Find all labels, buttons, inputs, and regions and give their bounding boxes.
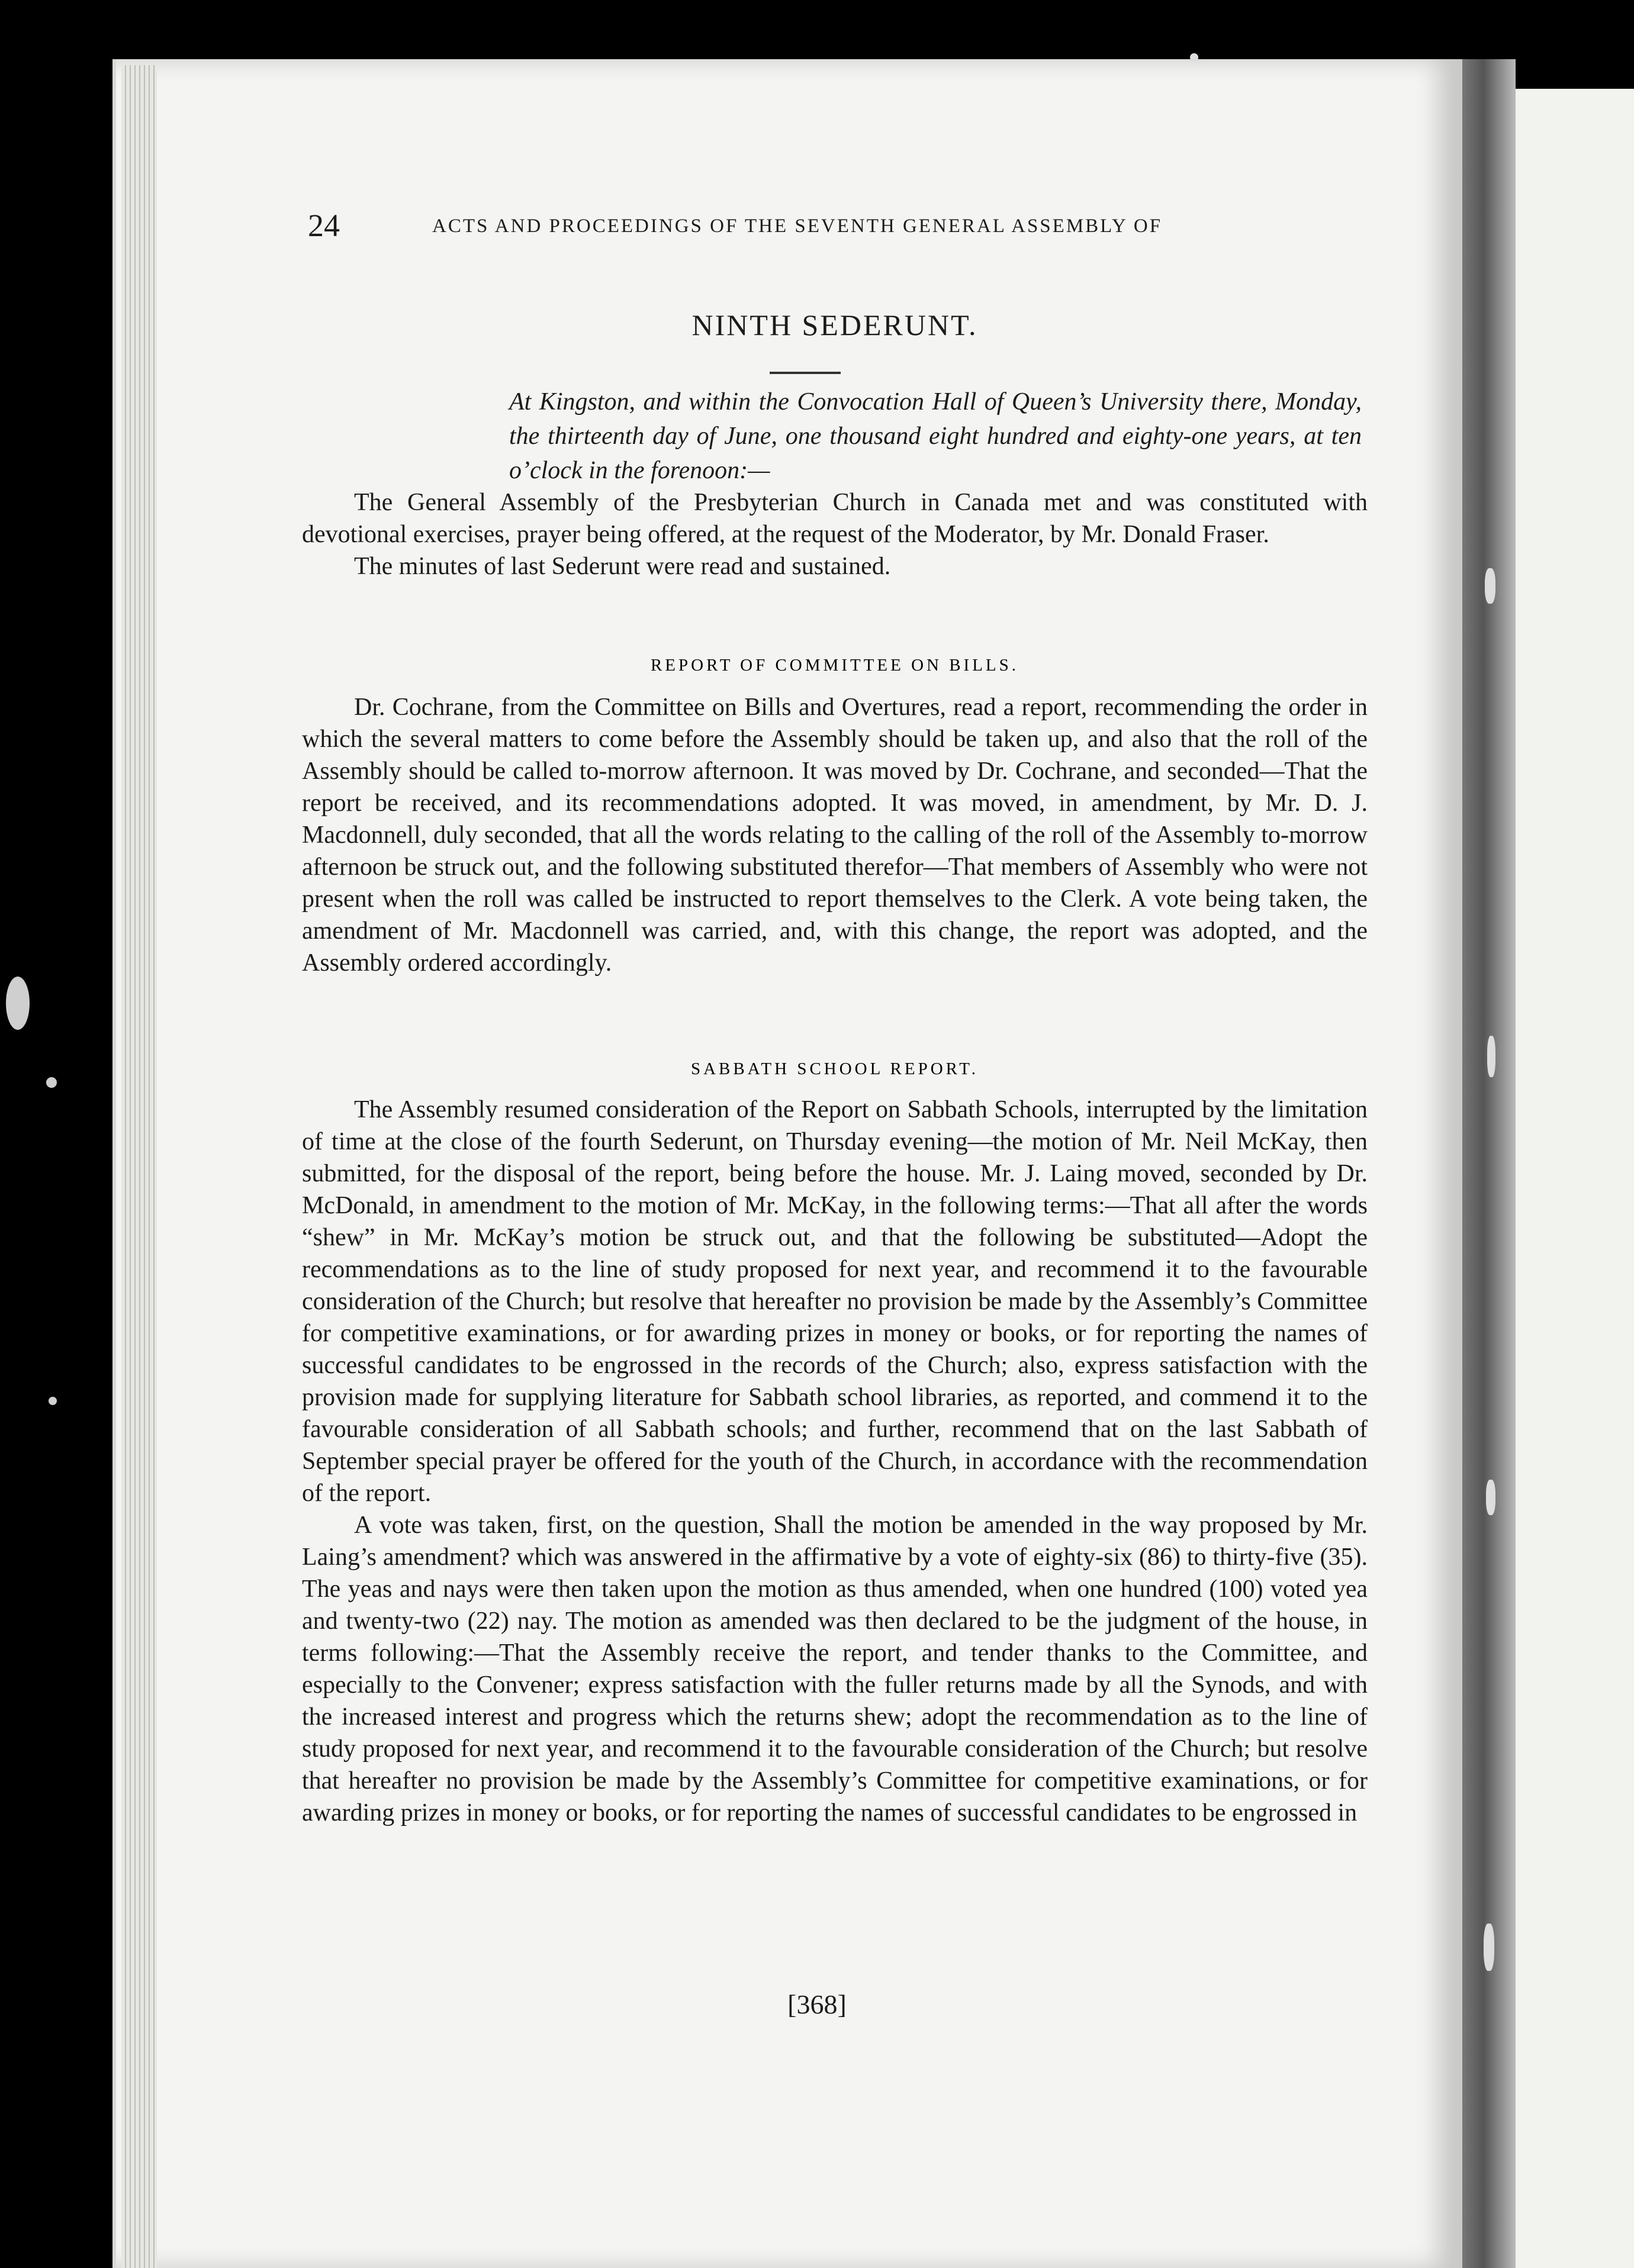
sabbath-paragraph-2: A vote was taken, first, on the question, Shall the motion be amended in the way proposed by Mr. Laing’s amendment? which was answered in the affirmative by a vote of eighty-six (86) to thirty-five (35). The yeas and nays were then taken upon the motion as thus amended, when one hundred (100) voted yea and twenty-two (22) nay. The motion as amended was then declared to be the judgment of the house, in terms following:—That the Assembly receive the report, and tender thanks to the Committee, and especially to the Convener; express satisfaction with the fuller returns made by all the Synods, and with the increased interest and progress which the returns shew; adopt the recommendation as to the line of study proposed for next year, and recommend it to the favourable consideration of the Church; but resolve that hereafter no provision be made by the Assembly’s Committee for competitive examinations, or for awarding prizes in money or books, or for reporting the names of successful candidates to be engrossed in <box>302 1512 1368 1826</box>
sederunt-title: NINTH SEDERUNT. <box>691 308 978 342</box>
page-header <box>308 207 1385 254</box>
opening-paragraph: The General Assembly of the Presbyterian Church in Canada met and was constituted with devotional exercises, prayer being offered, at the request of the Moderator, by Mr. Donald Fraser. <box>302 489 1368 548</box>
bills-paragraph: Dr. Cochrane, from the Committee on Bills and Overtures, read a report, recommending the order in which the several matters to come before the Assembly should be taken up, and also that the roll of the Assembly should be called to-morrow afternoon. It was moved by Dr. Cochrane, and seconded—That the report be received, and its recommendations adopted. It was moved, in amendment, by Mr. D. J. Macdonnell, duly seconded, that all the words relating to the calling of the roll of the Assembly to-morrow afternoon be struck out, and the following substituted therefor—That members of Assembly who were not present when the roll was called be instructed to report themselves to the Clerk. A vote being taken, the amendment of Mr. Macdonnell was carried, and, with this change, the report was adopted, and the Assembly ordered accordingly. <box>302 694 1368 977</box>
section-heading-bills: REPORT OF COMMITTEE ON BILLS. <box>650 656 1019 675</box>
title-rule <box>770 372 841 374</box>
opening-section <box>302 487 1368 582</box>
section-heading-sabbath: SABBATH SCHOOL REPORT. <box>690 1059 979 1078</box>
minutes-paragraph: The minutes of last Sederunt were read and sustained. <box>354 553 891 580</box>
book-gutter <box>1462 59 1516 2268</box>
running-head: ACTS AND PROCEEDINGS OF THE SEVENTH GENERAL ASSEMBLY OF <box>432 215 1163 237</box>
right-page <box>1516 89 1634 2268</box>
page-edge-stack <box>121 65 157 2268</box>
sabbath-section <box>302 1094 1368 1829</box>
sabbath-paragraph-1: The Assembly resumed consideration of the Report on Sabbath Schools, interrupted by the limitation of time at the close of the fourth Sederunt, on Thursday evening—the motion of Mr. Neil McKay, then submitted, for the disposal of the report, being before the house. Mr. J. Laing moved, seconded by Dr. McDonald, in amendment to the motion of Mr. McKay, in the following terms:—That all after the words “shew” in Mr. McKay’s motion be struck out, and that the following be substituted—Adopt the recommendations as to the line of study proposed for next year, and recommend it to the favourable consideration of the Church; but resolve that hereafter no provision be made by the Assembly’s Committee for competitive examinations, or for awarding prizes in money or books, or for reporting the names of successful candidates to be engrossed in the records of the Church; also, express satisfaction with the provision made for supplying literature for Sabbath school libraries, as reported, and commend it to the favourable consideration of all Sabbath schools; and further, recommend that on the last Sabbath of September special prayer be offered for the youth of the Church, in accordance with the recommendation of the report. <box>302 1096 1368 1507</box>
bills-section <box>302 691 1368 979</box>
folio-number: [368] <box>787 1989 847 2019</box>
preamble: At Kingston, and within the Convocation Hall of Queen’s University there, Monday, the thirteenth day of June, one thousand eight hundred and eighty-one years, at ten o’clock in the forenoon:— <box>509 388 1362 484</box>
page-number: 24 <box>308 208 340 243</box>
